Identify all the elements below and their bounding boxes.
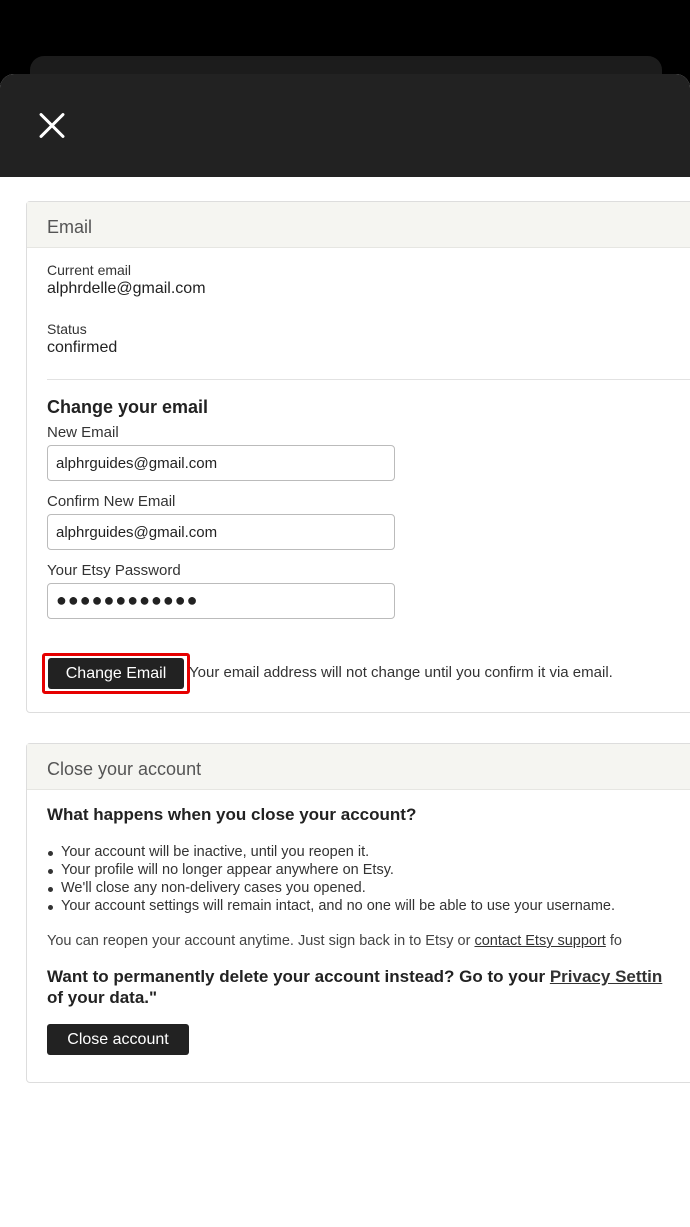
current-email-label: Current email — [47, 262, 132, 278]
list-item: We'll close any non-delivery cases you opened. — [47, 880, 615, 898]
list-item: Your profile will no longer appear anywhere on Etsy. — [47, 862, 615, 880]
list-item: Your account settings will remain intact, and no one will be able to use your username. — [47, 898, 615, 916]
sheet-header — [0, 74, 690, 177]
change-email-title: Change your email — [47, 397, 209, 417]
delete-tail: of your data." — [47, 988, 158, 1007]
current-email-value: alphrdelle@gmail.com — [47, 280, 206, 297]
sheet-content — [0, 177, 690, 1227]
reopen-text: You can reopen your account anytime. Just sign back in to Etsy or — [47, 933, 471, 949]
confirm-email-label: Confirm New Email — [47, 493, 176, 510]
new-email-label: New Email — [47, 424, 119, 441]
change-email-note: Your email address will not change until you confirm it via email. — [189, 664, 613, 681]
contact-support-link[interactable]: contact Etsy support — [474, 933, 606, 949]
reopen-info — [47, 933, 622, 949]
status-label: Status — [47, 321, 87, 337]
reopen-tail: fo — [609, 933, 622, 949]
change-email-button[interactable]: Change Email — [48, 658, 184, 689]
delete-account-info — [47, 966, 662, 1008]
password-input[interactable]: ●●●●●●●●●●●● — [47, 583, 395, 619]
close-consequences-list — [47, 844, 615, 916]
privacy-settings-link[interactable]: Privacy Settin — [549, 967, 663, 986]
status-value: confirmed — [47, 339, 118, 356]
close-account-panel — [26, 743, 690, 1083]
divider — [47, 379, 690, 380]
close-question: What happens when you close your account? — [47, 805, 417, 824]
delete-text: Want to permanently delete your account instead? Go to your — [47, 967, 546, 986]
confirm-email-input[interactable]: alphrguides@gmail.com — [47, 514, 395, 550]
close-account-button[interactable]: Close account — [47, 1024, 189, 1055]
new-email-input[interactable]: alphrguides@gmail.com — [47, 445, 395, 481]
change-email-highlight — [42, 653, 190, 694]
email-panel-title: Email — [27, 202, 690, 248]
account-settings-sheet — [0, 74, 690, 1227]
close-account-title: Close your account — [27, 744, 690, 790]
password-label: Your Etsy Password — [47, 562, 181, 579]
email-panel — [26, 201, 690, 713]
list-item: Your account will be inactive, until you reopen it. — [47, 844, 615, 862]
close-icon[interactable] — [32, 106, 72, 146]
